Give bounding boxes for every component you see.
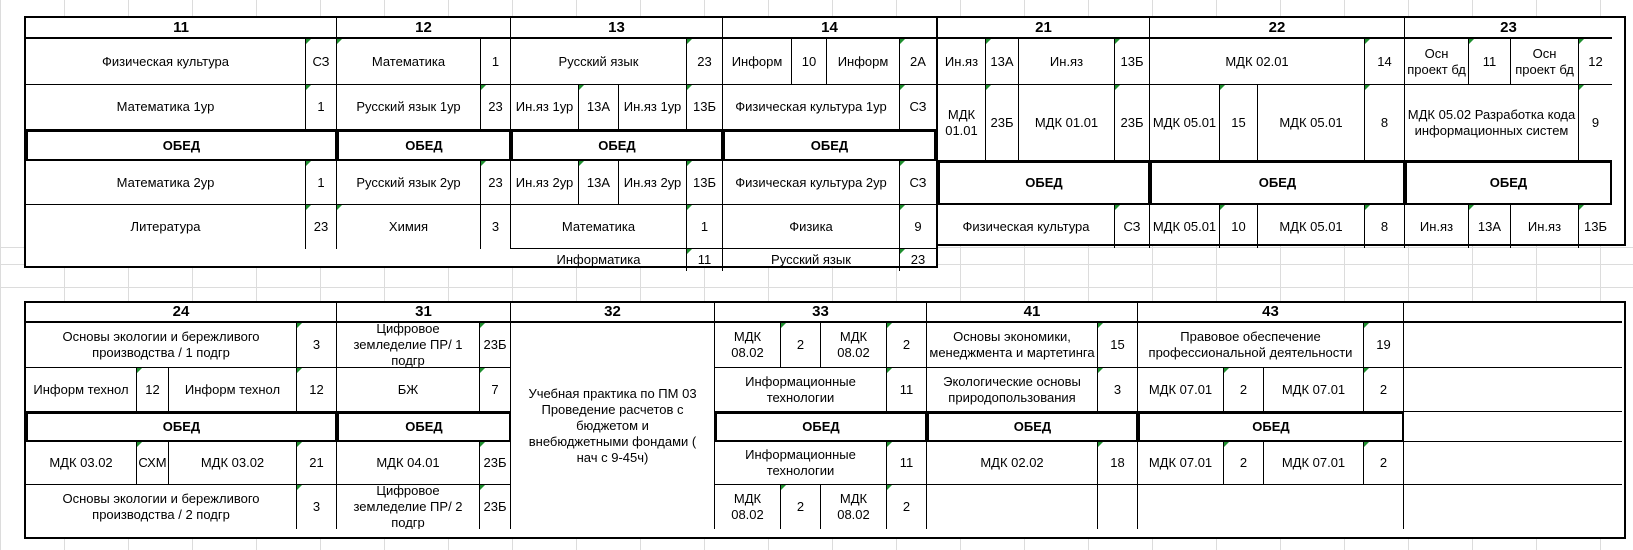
cell-subject[interactable]: Физическая культура bbox=[938, 205, 1115, 248]
cell-subject[interactable]: Физика bbox=[723, 205, 900, 249]
cell-subject[interactable]: МДК 08.02 bbox=[821, 323, 887, 368]
cell-room[interactable]: 1 bbox=[306, 85, 337, 130]
cell-subject[interactable]: Основы экологии и бережливого производства / 2 подгр bbox=[26, 485, 297, 529]
cell-room[interactable]: 13А bbox=[986, 39, 1019, 85]
group-header-21: 21 bbox=[938, 18, 1150, 39]
cell-subject[interactable]: Русский язык 1ур bbox=[337, 85, 481, 130]
cell-room[interactable]: 3 bbox=[297, 323, 337, 368]
cell-subject[interactable]: МДК 03.02 bbox=[26, 442, 137, 485]
cell-subject[interactable]: Математика bbox=[511, 205, 687, 249]
lunch-break-cell[interactable]: ОБЕД bbox=[26, 412, 337, 442]
cell-room[interactable]: 10 bbox=[792, 39, 827, 85]
cell-room[interactable]: 9 bbox=[1579, 85, 1612, 161]
cell-room[interactable]: СЗ bbox=[900, 161, 936, 205]
cell-subject[interactable]: МДК 04.01 bbox=[337, 442, 480, 485]
cell-room[interactable]: 9 bbox=[900, 205, 936, 249]
empty-cell[interactable] bbox=[1404, 412, 1622, 442]
cell-subject[interactable]: Ин.яз 1ур bbox=[619, 85, 687, 130]
cell-subject[interactable]: Информ bbox=[723, 39, 792, 85]
empty-cell[interactable] bbox=[1404, 303, 1622, 323]
cell-subject[interactable]: Основы экономики, менеджмента и мартетинга bbox=[927, 323, 1098, 368]
lunch-break-cell[interactable]: ОБЕД bbox=[337, 412, 511, 442]
cell-subject[interactable]: Физическая культура 1ур bbox=[723, 85, 900, 130]
cell-subject[interactable]: МДК 01.01 bbox=[1019, 85, 1115, 161]
cell-subject[interactable]: Математика 1ур bbox=[26, 85, 306, 130]
cell-room[interactable]: 10 bbox=[1220, 205, 1258, 248]
cell-room[interactable]: 8 bbox=[1365, 85, 1405, 161]
cell-subject[interactable]: Осн проект бд bbox=[1405, 39, 1469, 85]
empty-cell[interactable] bbox=[1098, 485, 1138, 529]
cell-room[interactable]: 2 bbox=[1224, 442, 1264, 485]
cell-subject[interactable]: МДК 03.02 bbox=[169, 442, 297, 485]
lunch-break-cell[interactable]: ОБЕД bbox=[26, 130, 337, 161]
gridline bbox=[0, 287, 1633, 288]
cell-room[interactable]: 11 bbox=[687, 249, 723, 271]
empty-cell[interactable] bbox=[927, 485, 1098, 529]
cell-subject[interactable]: БЖ bbox=[337, 368, 480, 412]
cell-subject[interactable]: Правовое обеспечение профессиональной деятельности bbox=[1138, 323, 1364, 368]
cell-subject[interactable]: МДК 08.02 bbox=[821, 485, 887, 529]
cell-subject[interactable]: Осн проект бд bbox=[1511, 39, 1579, 85]
cell-room[interactable]: 23 bbox=[687, 39, 723, 85]
cell-subject[interactable]: Информ bbox=[827, 39, 900, 85]
schedule-table-bottom bbox=[24, 301, 1626, 539]
cell-subject[interactable]: Информ технол bbox=[26, 368, 137, 412]
cell-room[interactable]: 3 bbox=[481, 205, 511, 249]
cell-subject[interactable]: Химия bbox=[337, 205, 481, 249]
cell-subject[interactable]: Экологические основы природопользования bbox=[927, 368, 1098, 412]
cell-subject[interactable]: МДК 01.01 bbox=[938, 85, 986, 161]
cell-room[interactable]: 15 bbox=[1220, 85, 1258, 161]
lunch-break-cell[interactable]: ОБЕД bbox=[715, 412, 927, 442]
cell-room[interactable]: 14 bbox=[1365, 39, 1405, 85]
cell-room[interactable]: 15 bbox=[1098, 323, 1138, 368]
cell-subject[interactable]: Ин.яз 1ур bbox=[511, 85, 579, 130]
group-header-32: 32 bbox=[511, 303, 715, 323]
empty-cell[interactable] bbox=[1404, 323, 1622, 368]
empty-cell[interactable] bbox=[1404, 485, 1622, 529]
cell-room[interactable]: 1 bbox=[306, 161, 337, 205]
cell-room[interactable]: 13А bbox=[579, 161, 619, 205]
cell-subject[interactable]: МДК 07.01 bbox=[1264, 368, 1364, 412]
group-header-31: 31 bbox=[337, 303, 511, 323]
cell-room[interactable]: 23 bbox=[481, 85, 511, 130]
cell-subject[interactable]: МДК 07.01 bbox=[1138, 368, 1224, 412]
lunch-break-cell[interactable]: ОБЕД bbox=[1150, 161, 1405, 205]
cell-room[interactable]: СЗ bbox=[306, 39, 337, 85]
cell-subject[interactable]: МДК 02.02 bbox=[927, 442, 1098, 485]
cell-subject[interactable]: Информационные технологии bbox=[715, 368, 887, 412]
cell-room[interactable]: 12 bbox=[297, 368, 337, 412]
cell-room[interactable]: 13Б bbox=[687, 161, 723, 205]
cell-subject[interactable]: Ин.яз bbox=[938, 39, 986, 85]
cell-room[interactable]: 2 bbox=[781, 485, 821, 529]
cell-room[interactable]: 19 bbox=[1364, 323, 1404, 368]
cell-room[interactable]: 3 bbox=[297, 485, 337, 529]
cell-subject[interactable]: МДК 05.02 Разработка кода информационных систем bbox=[1405, 85, 1579, 161]
group-header-24: 24 bbox=[26, 303, 337, 323]
cell-subject[interactable]: Цифровое земледелие ПР/ 1 подгр bbox=[337, 323, 480, 368]
cell-room[interactable]: СХМ bbox=[137, 442, 169, 485]
cell-room[interactable]: 2 bbox=[887, 323, 927, 368]
cell-subject[interactable]: Ин.яз bbox=[1511, 205, 1579, 248]
group-header-41: 41 bbox=[927, 303, 1138, 323]
cell-room[interactable]: 23Б bbox=[480, 323, 511, 368]
cell-subject[interactable]: Литература bbox=[26, 205, 306, 249]
cell-room[interactable]: 13Б bbox=[1579, 205, 1612, 248]
cell-room[interactable]: 12 bbox=[1579, 39, 1612, 85]
cell-room[interactable]: 23 bbox=[900, 249, 936, 271]
schedule-table-top-left bbox=[24, 16, 938, 268]
cell-subject[interactable]: МДК 05.01 bbox=[1258, 85, 1365, 161]
cell-subject[interactable]: МДК 05.01 bbox=[1258, 205, 1365, 248]
cell-room[interactable]: 13Б bbox=[687, 85, 723, 130]
empty-cell[interactable] bbox=[1138, 485, 1404, 529]
group-header-12: 12 bbox=[337, 18, 511, 39]
cell-room[interactable]: 12 bbox=[137, 368, 169, 412]
group-header-13: 13 bbox=[511, 18, 723, 39]
lunch-break-cell[interactable]: ОБЕД bbox=[337, 130, 511, 161]
cell-room[interactable]: 23 bbox=[306, 205, 337, 249]
lunch-break-cell[interactable]: ОБЕД bbox=[1138, 412, 1404, 442]
cell-room[interactable]: 11 bbox=[1469, 39, 1511, 85]
lunch-break-cell[interactable]: ОБЕД bbox=[1405, 161, 1612, 205]
cell-room[interactable]: СЗ bbox=[900, 85, 936, 130]
cell-subject[interactable]: МДК 08.02 bbox=[715, 323, 781, 368]
cell-subject[interactable]: Ин.яз bbox=[1019, 39, 1115, 85]
cell-subject[interactable]: МДК 05.01 bbox=[1150, 205, 1220, 248]
cell-room[interactable]: 23 bbox=[481, 161, 511, 205]
practice-note-cell[interactable]: Учебная практика по ПМ 03 Проведение расчетов с бюджетом и внебюджетными фондами ( нач с 9-45ч) bbox=[511, 323, 715, 529]
group-header-14: 14 bbox=[723, 18, 936, 39]
cell-subject[interactable]: Цифровое земледелие ПР/ 2 подгр bbox=[337, 485, 480, 529]
cell-room[interactable]: 1 bbox=[481, 39, 511, 85]
cell-subject[interactable]: МДК 07.01 bbox=[1264, 442, 1364, 485]
cell-subject[interactable]: Основы экологии и бережливого производства / 1 подгр bbox=[26, 323, 297, 368]
cell-subject[interactable]: МДК 02.01 bbox=[1150, 39, 1365, 85]
cell-room[interactable]: 2 bbox=[1364, 442, 1404, 485]
cell-subject[interactable]: Физическая культура bbox=[26, 39, 306, 85]
cell-room[interactable]: 11 bbox=[887, 368, 927, 412]
lunch-break-cell[interactable]: ОБЕД bbox=[511, 130, 723, 161]
cell-subject[interactable]: Ин.яз 2ур bbox=[511, 161, 579, 205]
cell-room[interactable]: 1 bbox=[687, 205, 723, 249]
cell-subject[interactable]: Информационные технологии bbox=[715, 442, 887, 485]
cell-subject[interactable]: Русский язык bbox=[723, 249, 900, 271]
group-header-11: 11 bbox=[26, 18, 337, 39]
lunch-break-cell[interactable]: ОБЕД bbox=[723, 130, 936, 161]
cell-subject[interactable]: Ин.яз 2ур bbox=[619, 161, 687, 205]
cell-subject[interactable]: МДК 08.02 bbox=[715, 485, 781, 529]
cell-room[interactable]: 2 bbox=[887, 485, 927, 529]
cell-room[interactable]: 21 bbox=[297, 442, 337, 485]
cell-room[interactable]: 2 bbox=[781, 323, 821, 368]
cell-room[interactable]: 23Б bbox=[480, 485, 511, 529]
cell-subject[interactable]: Математика bbox=[337, 39, 481, 85]
cell-subject[interactable]: Русский язык bbox=[511, 39, 687, 85]
empty-cell[interactable] bbox=[1404, 442, 1622, 485]
group-header-33: 33 bbox=[715, 303, 927, 323]
cell-subject[interactable]: Информатика bbox=[511, 249, 687, 271]
cell-room[interactable]: 13А bbox=[579, 85, 619, 130]
lunch-break-cell[interactable]: ОБЕД bbox=[938, 161, 1150, 205]
cell-subject[interactable]: МДК 07.01 bbox=[1138, 442, 1224, 485]
cell-room[interactable]: 2А bbox=[900, 39, 936, 85]
group-header-23: 23 bbox=[1405, 18, 1612, 39]
group-header-43: 43 bbox=[1138, 303, 1404, 323]
cell-room[interactable]: 23Б bbox=[1115, 85, 1150, 161]
cell-room[interactable]: 23Б bbox=[480, 442, 511, 485]
cell-room[interactable]: 13А bbox=[1469, 205, 1511, 248]
schedule-table-top-right bbox=[936, 16, 1626, 246]
cell-subject[interactable]: Ин.яз bbox=[1405, 205, 1469, 248]
group-header-22: 22 bbox=[1150, 18, 1405, 39]
cell-room[interactable]: 3 bbox=[1098, 368, 1138, 412]
cell-room[interactable]: 8 bbox=[1365, 205, 1405, 248]
cell-subject[interactable]: Русский язык 2ур bbox=[337, 161, 481, 205]
empty-cell[interactable] bbox=[1404, 368, 1622, 412]
cell-room[interactable]: СЗ bbox=[1115, 205, 1150, 248]
cell-room[interactable]: 18 bbox=[1098, 442, 1138, 485]
cell-subject[interactable]: Физическая культура 2ур bbox=[723, 161, 900, 205]
cell-subject[interactable]: МДК 05.01 bbox=[1150, 85, 1220, 161]
cell-room[interactable]: 11 bbox=[887, 442, 927, 485]
lunch-break-cell[interactable]: ОБЕД bbox=[927, 412, 1138, 442]
cell-room[interactable]: 2 bbox=[1224, 368, 1264, 412]
cell-subject[interactable]: Информ технол bbox=[169, 368, 297, 412]
cell-room[interactable]: 23Б bbox=[986, 85, 1019, 161]
cell-subject[interactable]: Математика 2ур bbox=[26, 161, 306, 205]
cell-room[interactable]: 2 bbox=[1364, 368, 1404, 412]
cell-room[interactable]: 13Б bbox=[1115, 39, 1150, 85]
cell-room[interactable]: 7 bbox=[480, 368, 511, 412]
